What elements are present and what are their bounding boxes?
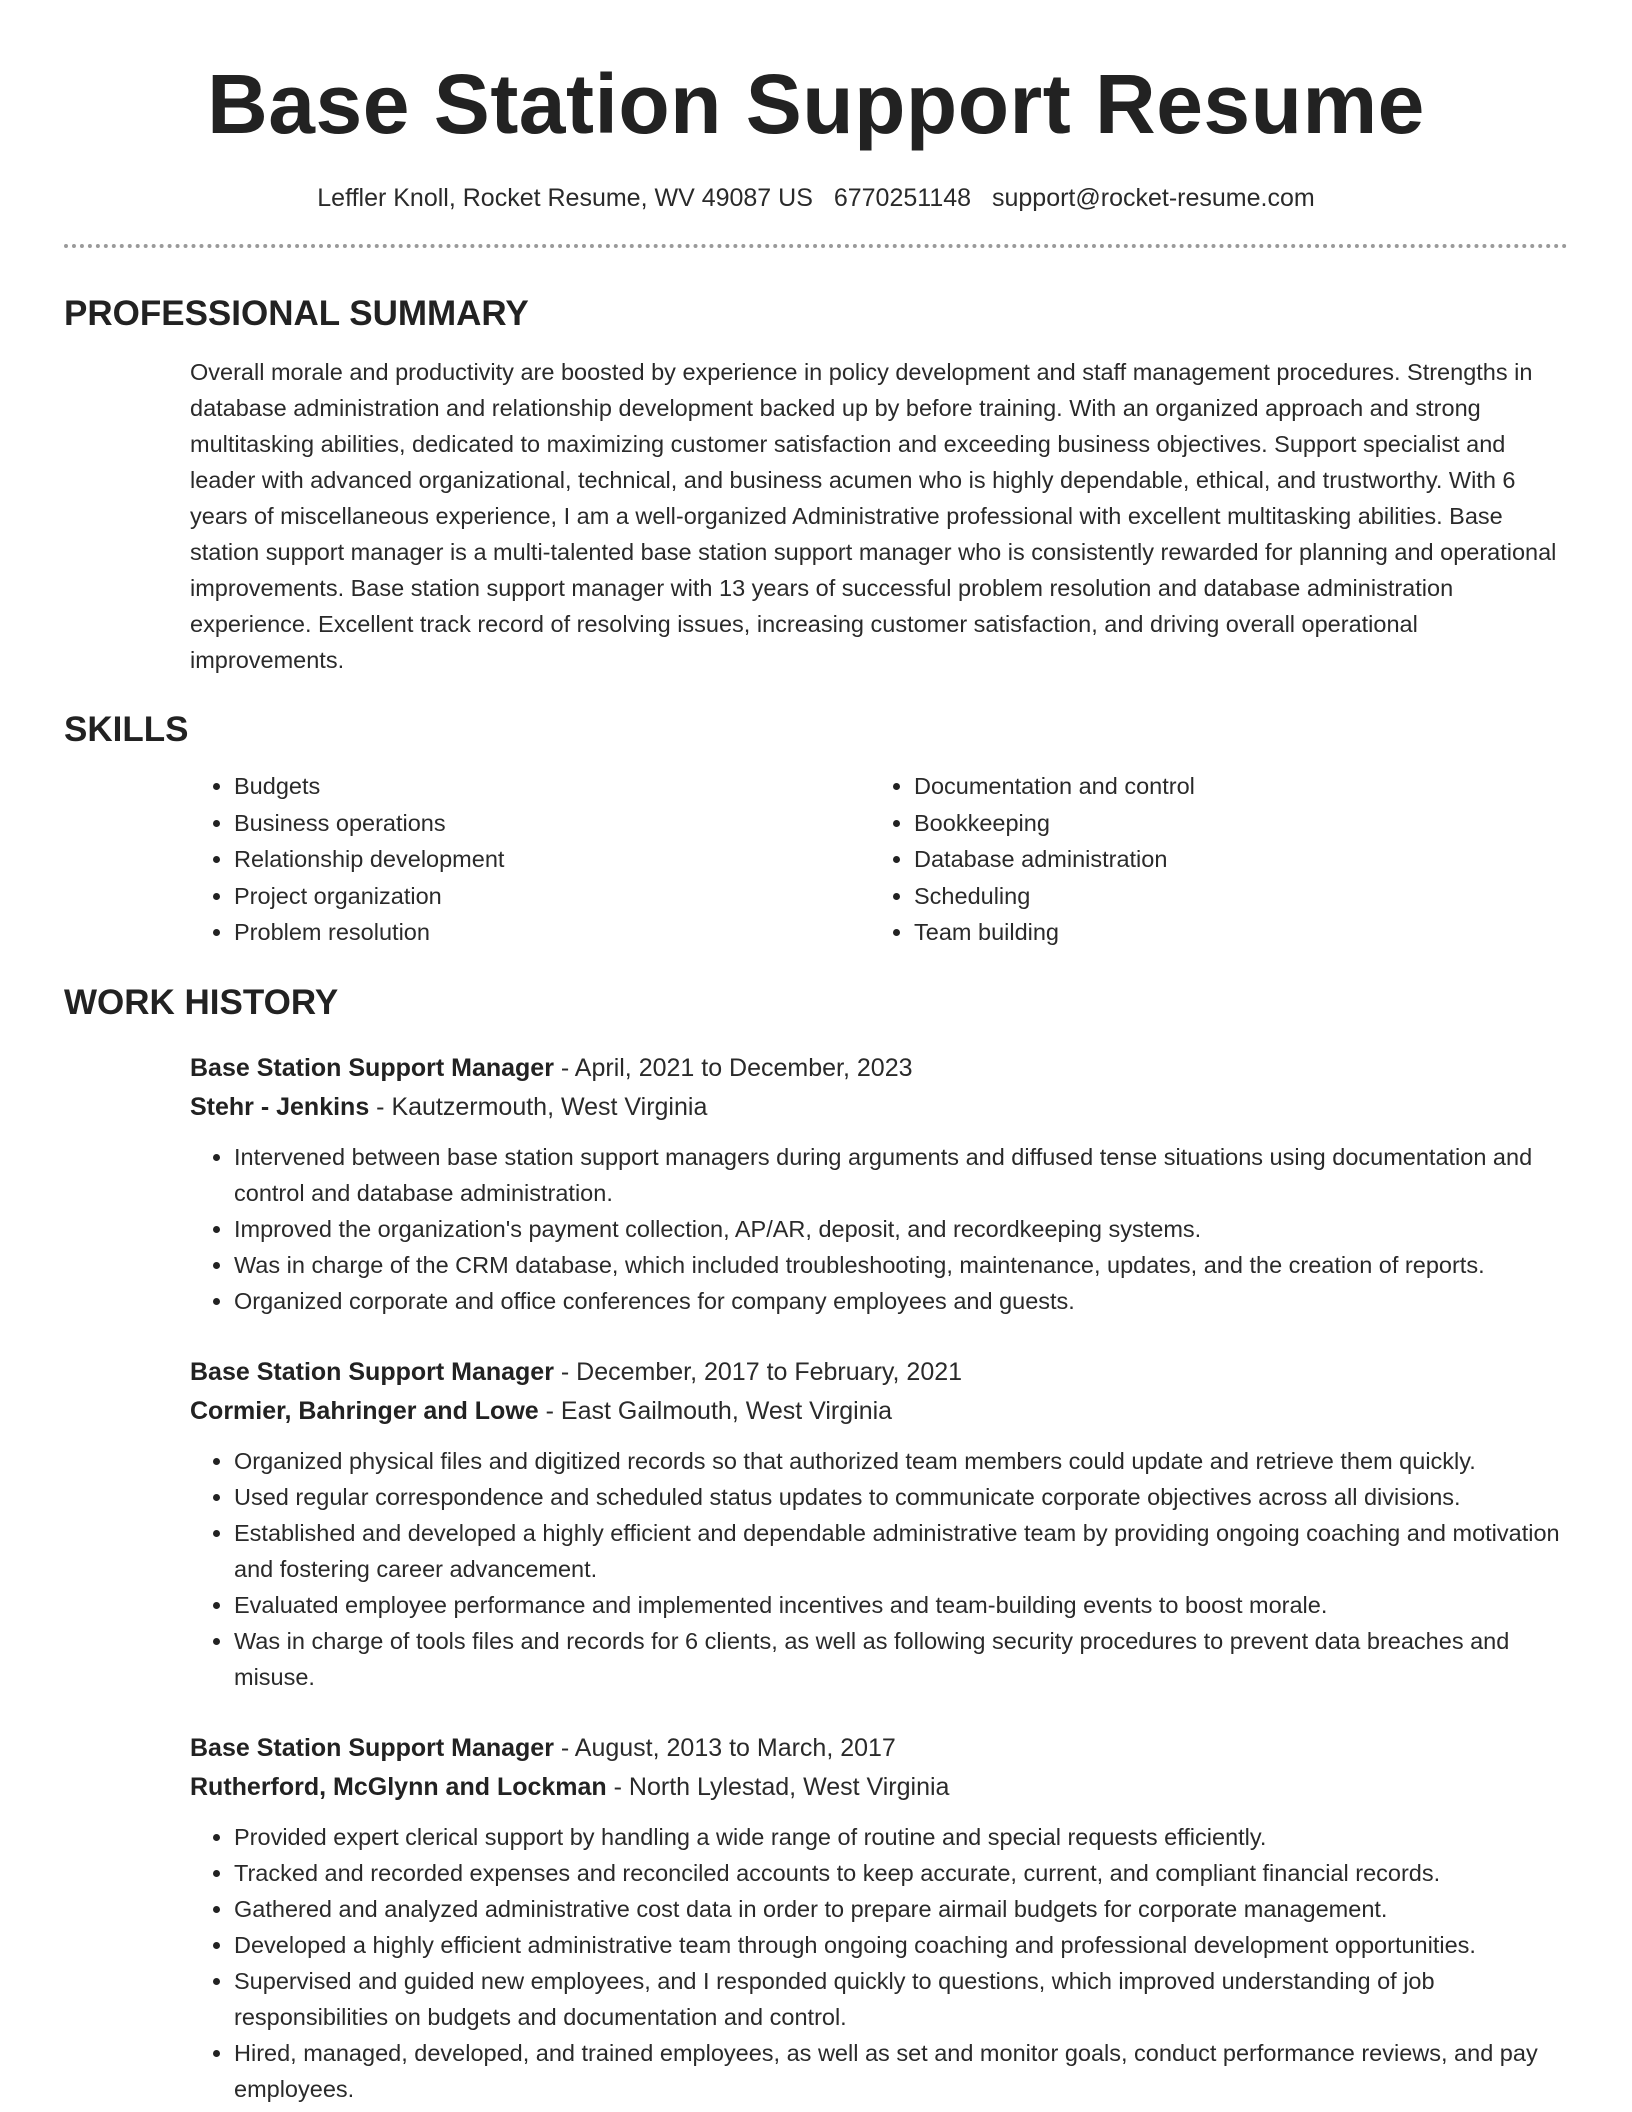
job-bullet: • Tracked and recorded expenses and reconciled accounts to keep accurate, current, and compliant financial records. <box>234 1855 1568 1891</box>
skill-item: • Documentation and control <box>914 768 1550 805</box>
resume-title: Base Station Support Resume <box>207 57 1425 151</box>
job-bullet: • Provided expert clerical support by handling a wide range of routine and special requests efficiently. <box>234 1819 1568 1855</box>
skills-column-right <box>870 768 1550 951</box>
skill-item: • Team building <box>914 914 1550 951</box>
resume-page <box>64 0 1568 2107</box>
skills-list <box>190 768 1568 951</box>
job-bullet: • Developed a highly efficient administrative team through ongoing coaching and professional development opportunities. <box>234 1927 1568 1963</box>
job-title-line <box>190 1353 1568 1392</box>
job-bullets <box>190 1139 1568 1319</box>
skill-item: • Budgets <box>234 768 870 805</box>
job-title: Base Station Support Manager <box>190 1733 554 1762</box>
skill-item: • Scheduling <box>914 878 1550 915</box>
summary-text: Overall morale and productivity are boosted by experience in policy development and staff management procedures. Strengths in database administration and relationship development backed up by before training. With an organized approach and strong multitasking abilities, dedicated to maximizing customer satisfaction and exceeding business objectives. Support specialist and leader with advanced organizational, technical, and business acumen who is highly dependable, ethical, and trustworthy. With 6 years of miscellaneous experience, I am a well-organized Administrative professional with excellent multitasking abilities. Base station support manager is a multi-talented base station support manager who is consistently rewarded for planning and operational improvements. Base station support manager with 13 years of successful problem resolution and database administration experience. Excellent track record of resolving issues, increasing customer satisfaction, and driving overall operational improvements. <box>190 359 1557 673</box>
job-entry <box>190 1353 1568 1695</box>
job-entry <box>190 1049 1568 1319</box>
skills-heading: SKILLS <box>64 710 189 749</box>
job-bullet: • Evaluated employee performance and implemented incentives and team-building events to boost morale. <box>234 1587 1568 1623</box>
job-bullet: • Improved the organization's payment collection, AP/AR, deposit, and recordkeeping systems. <box>234 1211 1568 1247</box>
job-location: - North Lylestad, West Virginia <box>606 1772 950 1801</box>
job-dates: - December, 2017 to February, 2021 <box>553 1357 963 1386</box>
skill-item: • Relationship development <box>234 841 870 878</box>
job-company-line <box>190 1768 1568 1807</box>
contact-address: Leffler Knoll, Rocket Resume, WV 49087 US <box>317 184 813 212</box>
skill-item: • Bookkeeping <box>914 805 1550 842</box>
contact-email: support@rocket-resume.com <box>991 184 1315 212</box>
job-company-line <box>190 1392 1568 1431</box>
job-bullet: • Organized physical files and digitized records so that authorized team members could update and retrieve them quickly. <box>234 1443 1568 1479</box>
job-company: Cormier, Bahringer and Lowe <box>190 1396 539 1425</box>
contact-line <box>64 182 1568 214</box>
job-bullet: • Was in charge of the CRM database, which included troubleshooting, maintenance, updates, and the creation of reports. <box>234 1247 1568 1283</box>
job-location: - Kautzermouth, West Virginia <box>369 1092 708 1121</box>
job-bullet: • Used regular correspondence and scheduled status updates to communicate corporate objectives across all divisions. <box>234 1479 1568 1515</box>
job-bullets <box>190 1819 1568 2107</box>
job-location: - East Gailmouth, West Virginia <box>538 1396 893 1425</box>
job-entry <box>190 1729 1568 2107</box>
job-title: Base Station Support Manager <box>190 1053 554 1082</box>
job-bullet: • Established and developed a highly efficient and dependable administrative team by providing ongoing coaching and motivation and fostering career advancement. <box>234 1515 1568 1587</box>
job-bullet: • Supervised and guided new employees, and I responded quickly to questions, which improved understanding of job responsibilities on budgets and documentation and control. <box>234 1963 1568 2035</box>
job-bullet: • Was in charge of tools files and records for 6 clients, as well as following security procedures to prevent data breaches and misuse. <box>234 1623 1568 1695</box>
job-company: Rutherford, McGlynn and Lockman <box>190 1772 607 1801</box>
job-bullet: • Organized corporate and office conferences for company employees and guests. <box>234 1283 1568 1319</box>
job-title-line <box>190 1729 1568 1768</box>
header-divider <box>64 244 1568 248</box>
job-title-line <box>190 1049 1568 1088</box>
job-title: Base Station Support Manager <box>190 1357 554 1386</box>
job-bullet: • Hired, managed, developed, and trained employees, as well as set and monitor goals, conduct performance reviews, and pay employees. <box>234 2035 1568 2107</box>
skill-item: • Project organization <box>234 878 870 915</box>
summary-heading: PROFESSIONAL SUMMARY <box>64 294 529 333</box>
job-dates: - April, 2021 to December, 2023 <box>553 1053 913 1082</box>
job-bullet: • Intervened between base station support managers during arguments and diffused tense situations using documentation and control and database administration. <box>234 1139 1568 1211</box>
job-dates: - August, 2013 to March, 2017 <box>553 1733 896 1762</box>
job-company-line <box>190 1088 1568 1127</box>
job-bullets <box>190 1443 1568 1695</box>
skill-item: • Database administration <box>914 841 1550 878</box>
skill-item: • Business operations <box>234 805 870 842</box>
contact-phone: 6770251148 <box>833 184 972 212</box>
skill-item: • Problem resolution <box>234 914 870 951</box>
job-company: Stehr - Jenkins <box>190 1092 370 1121</box>
job-bullet: • Gathered and analyzed administrative cost data in order to prepare airmail budgets for corporate management. <box>234 1891 1568 1927</box>
skills-column-left <box>190 768 870 951</box>
work-history-heading: WORK HISTORY <box>64 982 339 1022</box>
